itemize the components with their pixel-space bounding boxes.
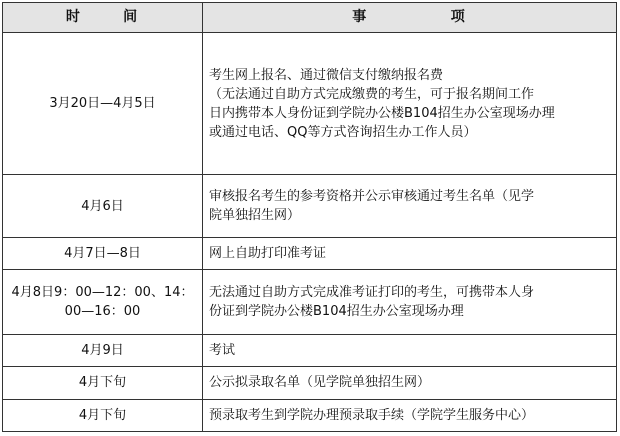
row-item-cell bbox=[203, 237, 617, 269]
time-header-char-1: 时 bbox=[65, 9, 82, 25]
item-text: 院单独招生网） bbox=[209, 208, 301, 224]
table-row bbox=[3, 270, 617, 335]
time-text: 00—16：00 bbox=[64, 304, 141, 320]
row-item-cell bbox=[203, 367, 617, 399]
item-text: 考试 bbox=[209, 343, 236, 359]
item-header-char-1: 事 bbox=[352, 9, 369, 25]
table-row bbox=[3, 367, 617, 399]
time-header-char-2: 间 bbox=[123, 9, 140, 25]
item-text: 无法通过自助方式完成准考证打印的考生，可携带本人身 bbox=[209, 285, 535, 301]
row-item-cell bbox=[203, 33, 617, 175]
item-text: 网上自助打印准考证 bbox=[209, 246, 327, 262]
time-text: 4月6日 bbox=[81, 198, 124, 214]
time-text: 4月下旬 bbox=[78, 375, 127, 391]
item-text: 或通过电话、QQ等方式咨询招生办工作人员） bbox=[209, 124, 477, 140]
row-item-cell bbox=[203, 270, 617, 335]
row-time-cell bbox=[3, 270, 203, 335]
item-text: 审核报名考生的参考资格并公示审核通过考生名单（见学 bbox=[209, 189, 535, 205]
time-text: 4月9日 bbox=[81, 343, 124, 359]
time-text: 4月8日9：00—12：00、14： bbox=[11, 285, 194, 301]
item-text: 份证到学院办公楼B104招生办公室现场办理 bbox=[209, 304, 464, 320]
table-row bbox=[3, 237, 617, 269]
table-row bbox=[3, 334, 617, 366]
item-header-char-2: 项 bbox=[450, 9, 467, 25]
row-time-cell bbox=[3, 334, 203, 366]
row-time-cell bbox=[3, 367, 203, 399]
row-item-cell bbox=[203, 334, 617, 366]
time-column-header bbox=[3, 3, 203, 33]
row-item-cell bbox=[203, 175, 617, 238]
header-row bbox=[3, 3, 617, 33]
item-text: 日内携带本人身份证到学院办公楼B104招生办公室现场办理 bbox=[209, 105, 555, 121]
row-time-cell bbox=[3, 175, 203, 238]
table-row bbox=[3, 175, 617, 238]
row-time-cell bbox=[3, 237, 203, 269]
item-column-header bbox=[203, 3, 617, 33]
item-text: 预录取考生到学院办理预录取手续（学院学生服务中心） bbox=[209, 407, 535, 423]
item-text: 公示拟录取名单（见学院单独招生网） bbox=[209, 375, 431, 391]
table-row bbox=[3, 33, 617, 175]
time-text: 3月20日—4月5日 bbox=[49, 96, 156, 112]
time-text: 4月下旬 bbox=[78, 407, 127, 423]
time-text: 4月7日—8日 bbox=[64, 246, 141, 262]
item-text: （无法通过自助方式完成缴费的考生，可于报名期间工作 bbox=[209, 86, 535, 102]
schedule-table bbox=[2, 2, 617, 432]
table-row bbox=[3, 399, 617, 431]
row-item-cell bbox=[203, 399, 617, 431]
row-time-cell bbox=[3, 399, 203, 431]
row-time-cell bbox=[3, 33, 203, 175]
item-text: 考生网上报名、通过微信支付缴纳报名费 bbox=[209, 67, 444, 83]
